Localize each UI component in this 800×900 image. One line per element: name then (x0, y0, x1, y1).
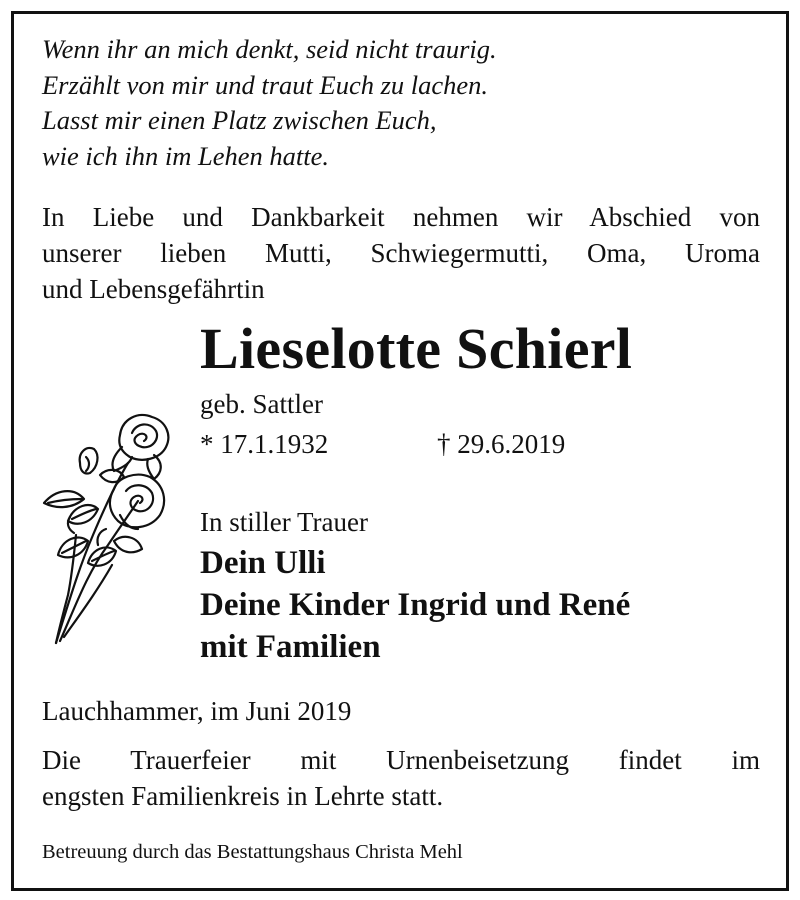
roses-illustration-icon (38, 405, 173, 650)
intro-line: und Lebensgefährtin (42, 274, 265, 304)
poem-line: Erzählt von mir und traut Euch zu lachen. (42, 69, 489, 100)
poem-line: Lasst mir einen Platz zwischen Euch, (42, 105, 437, 135)
ceremony-line: Die Trauerfeier mit Urnenbeisetzung findet im (42, 745, 760, 775)
poem-line: wie ich ihn im Lehen hatte. (42, 140, 330, 171)
deceased-name: Lieselotte Schierl (200, 316, 633, 381)
poem-line: Wenn ihr an mich denkt, seid nicht traurig. (42, 34, 497, 64)
mourning-intro: In stiller Trauer (200, 507, 368, 537)
farewell-intro (42, 199, 760, 307)
intro-line: In Liebe und Dankbarkeit nehmen wir Abschied von (42, 202, 760, 232)
death-date: † 29.6.2019 (437, 429, 566, 459)
place-date: Lauchhammer, im Juni 2019 (42, 696, 352, 726)
birth-date: * 17.1.1932 (200, 429, 329, 459)
mourners-list (200, 542, 630, 668)
mourner-line: Deine Kinder Ingrid und René (200, 587, 631, 623)
birth-name: geb. Sattler (200, 389, 323, 419)
memorial-poem (42, 32, 497, 174)
intro-line: unserer lieben Mutti, Schwiegermutti, Oma, Uroma (42, 238, 760, 268)
ceremony-info (42, 742, 760, 814)
undertaker-credit: Betreuung durch das Bestattungshaus Christa Mehl (42, 841, 463, 863)
ceremony-line: engsten Familienkreis in Lehrte statt. (42, 781, 444, 811)
mourner-line: mit Familien (200, 629, 381, 665)
mourner-line: Dein Ulli (200, 545, 326, 581)
